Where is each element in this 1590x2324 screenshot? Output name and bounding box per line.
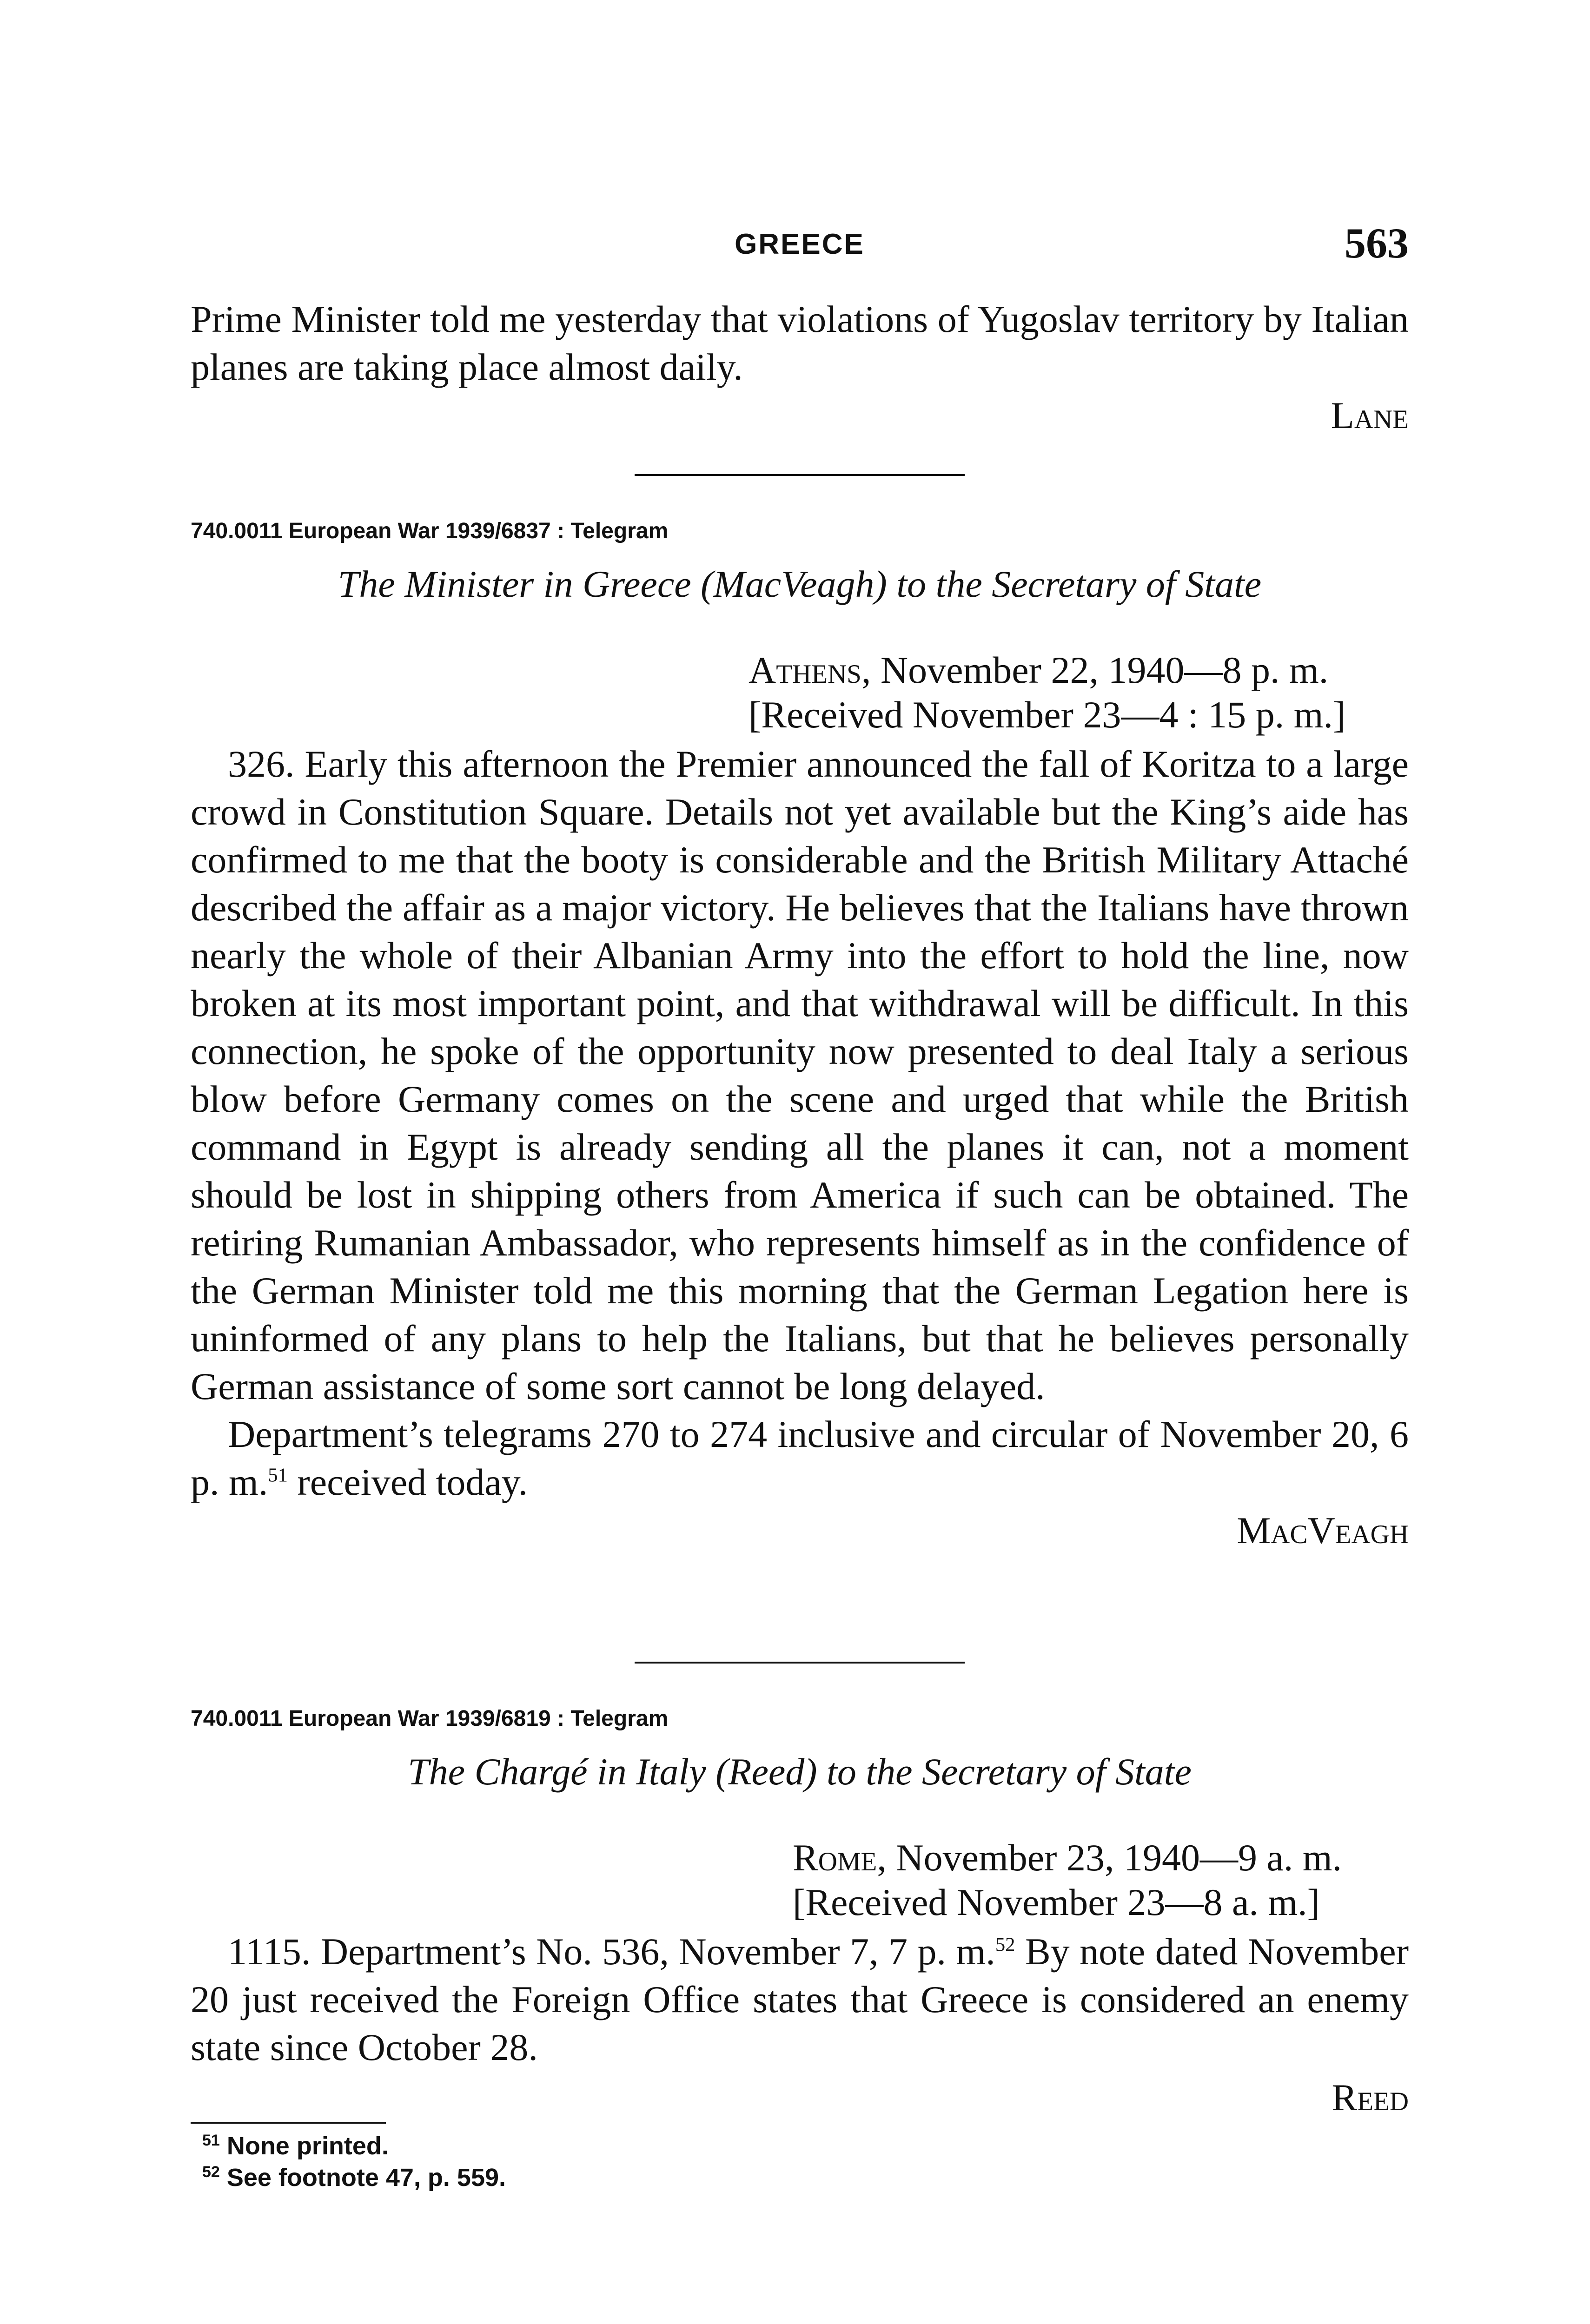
telegram-paragraph (191, 1928, 1409, 2071)
document-rome (191, 1706, 1409, 2119)
paragraph-text: 1115. Department’s No. 536, November 7, 7 p. m. (228, 1930, 995, 1973)
dateline-date: , November 22, 1940—8 p. m. (861, 649, 1329, 691)
page-number: 563 (1345, 219, 1409, 267)
footnote-mark: 52 (202, 2163, 220, 2181)
paragraph-text-end: received today. (287, 1461, 528, 1503)
received-line: [Received November 23—4 : 15 p. m.] (749, 693, 1346, 736)
dateline-place: Athens (749, 649, 861, 691)
paragraph-text: Department’s telegrams 270 to 274 inclusive and circular of November 20, 6 p. m. (191, 1413, 1409, 1503)
footnote-text: See footnote 47, p. 559. (226, 2164, 506, 2192)
footnote-ref-52: 52 (995, 1934, 1015, 1956)
continuation-block (191, 295, 1409, 437)
footnote-rule (191, 2122, 386, 2124)
dateline-block (749, 648, 1409, 737)
divider-rule (635, 1662, 965, 1664)
paragraph-text-end: By note dated November 20 just received the Foreign Office states that Greece is considered an enemy state since October 28. (191, 1930, 1409, 2068)
footnote-mark: 51 (202, 2132, 220, 2149)
dateline (793, 1835, 1409, 1880)
document-athens (191, 518, 1409, 1552)
footnote-52 (191, 2162, 1409, 2193)
dateline-block (793, 1835, 1409, 1925)
footnote-ref-51: 51 (268, 1464, 288, 1486)
signature-reed: Reed (1332, 2076, 1409, 2119)
document-page (191, 0, 1409, 2324)
footnote-51 (191, 2130, 1409, 2162)
section-divider-2 (191, 1662, 1409, 1664)
section-divider-1 (191, 474, 1409, 476)
dateline (749, 648, 1409, 693)
received-line: [Received November 23—8 a. m.] (793, 1881, 1320, 1923)
running-head (191, 218, 1409, 270)
running-title: GREECE (735, 228, 865, 260)
footnote-text: None printed. (226, 2132, 389, 2160)
document-heading: The Chargé in Italy (Reed) to the Secretary of State (408, 1750, 1192, 1793)
signature-lane: Lane (1331, 394, 1409, 436)
dateline-place: Rome (793, 1836, 877, 1879)
document-heading: The Minister in Greece (MacVeagh) to the Secretary of State (338, 563, 1262, 605)
telegram-paragraph: 326. Early this afternoon the Premier announced the fall of Koritza to a large crowd in Constitution Square. Details not yet available but the King’s aide has confirmed to me that the booty is considerable and the British Military Attaché described the affair as a major victory. He believes that the Italians have thrown nearly the whole of their Albanian Army into the effort to hold the line, now broken at its most important point, and that withdrawal will be difficult. In this connection, he spoke of the opportunity now presented to deal Italy a serious blow before Germany comes on the scene and urged that while the British command in Egypt is already sending all the planes it can, not a moment should be lost in shipping others from America if such can be obtained. The retiring Rumanian Ambassador, who represents himself as in the confidence of the German Minister told me this morning that the German Legation here is uninformed of any plans to help the Italians, but that he believes personally German assistance of some sort cannot be long delayed. (191, 743, 1409, 1407)
file-reference: 740.0011 European War 1939/6837 : Telegram (191, 519, 669, 543)
dateline-date: , November 23, 1940—9 a. m. (877, 1836, 1342, 1879)
telegram-paragraph-2 (191, 1410, 1409, 1506)
footnotes (191, 2122, 1409, 2193)
file-reference: 740.0011 European War 1939/6819 : Telegram (191, 1706, 669, 1731)
divider-rule (635, 474, 965, 476)
signature-macveagh: MacVeagh (1237, 1509, 1409, 1552)
continuation-paragraph: Prime Minister told me yesterday that violations of Yugoslav territory by Italian planes are taking place almost daily. (191, 298, 1409, 388)
